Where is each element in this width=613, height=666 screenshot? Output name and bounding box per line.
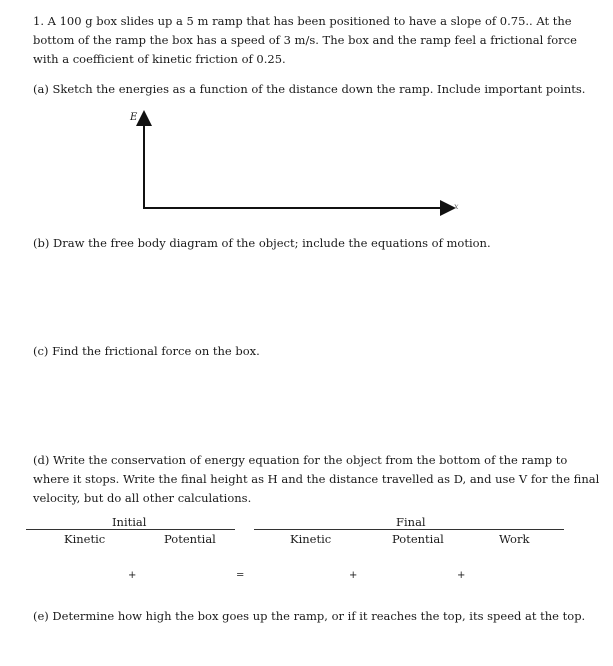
final-header: Final — [396, 515, 426, 529]
column-initial-kinetic: Kinetic — [64, 532, 106, 546]
plus-sign-2: + — [349, 570, 358, 581]
plus-sign-3: + — [457, 570, 466, 581]
part-d-line-1: (d) Write the conservation of energy equation for the object from the bottom of the ramp to — [33, 453, 568, 467]
equals-sign: = — [236, 570, 245, 581]
column-final-kinetic: Kinetic — [290, 532, 332, 546]
energy-axes — [120, 110, 470, 223]
final-rule — [254, 529, 564, 530]
plus-sign-1: + — [128, 570, 137, 581]
part-d-line-2: where it stops. Write the final height as H and the distance travelled as D, and use V for the final — [33, 472, 600, 486]
part-a-prompt: (a) Sketch the energies as a function of the distance down the ramp. Include important points. — [33, 82, 586, 96]
part-e-prompt: (e) Determine how high the box goes up the ramp, or if it reaches the top, its speed at the top. — [33, 609, 586, 623]
x-axis-label: x — [454, 202, 459, 211]
initial-header: Initial — [112, 515, 147, 529]
part-b-prompt: (b) Draw the free body diagram of the object; include the equations of motion. — [33, 236, 491, 250]
part-d-prompt — [33, 451, 599, 508]
column-final-potential: Potential — [392, 532, 444, 546]
part-c-prompt: (c) Find the frictional force on the box. — [33, 344, 260, 358]
y-axis-label: E — [130, 112, 138, 123]
part-d-line-3: velocity, but do all other calculations. — [33, 491, 252, 505]
initial-rule — [26, 529, 235, 530]
axes-drawing — [120, 110, 470, 220]
problem-line-2: bottom of the ramp the box has a speed of 3 m/s. The box and the ramp feel a frictional force — [33, 33, 577, 47]
column-work: Work — [499, 532, 530, 546]
problem-line-1: 1. A 100 g box slides up a 5 m ramp that has been positioned to have a slope of 0.75.. At the — [33, 14, 572, 28]
problem-line-3: with a coefficient of kinetic friction of 0.25. — [33, 52, 286, 66]
problem-statement — [33, 12, 593, 69]
column-initial-potential: Potential — [164, 532, 216, 546]
